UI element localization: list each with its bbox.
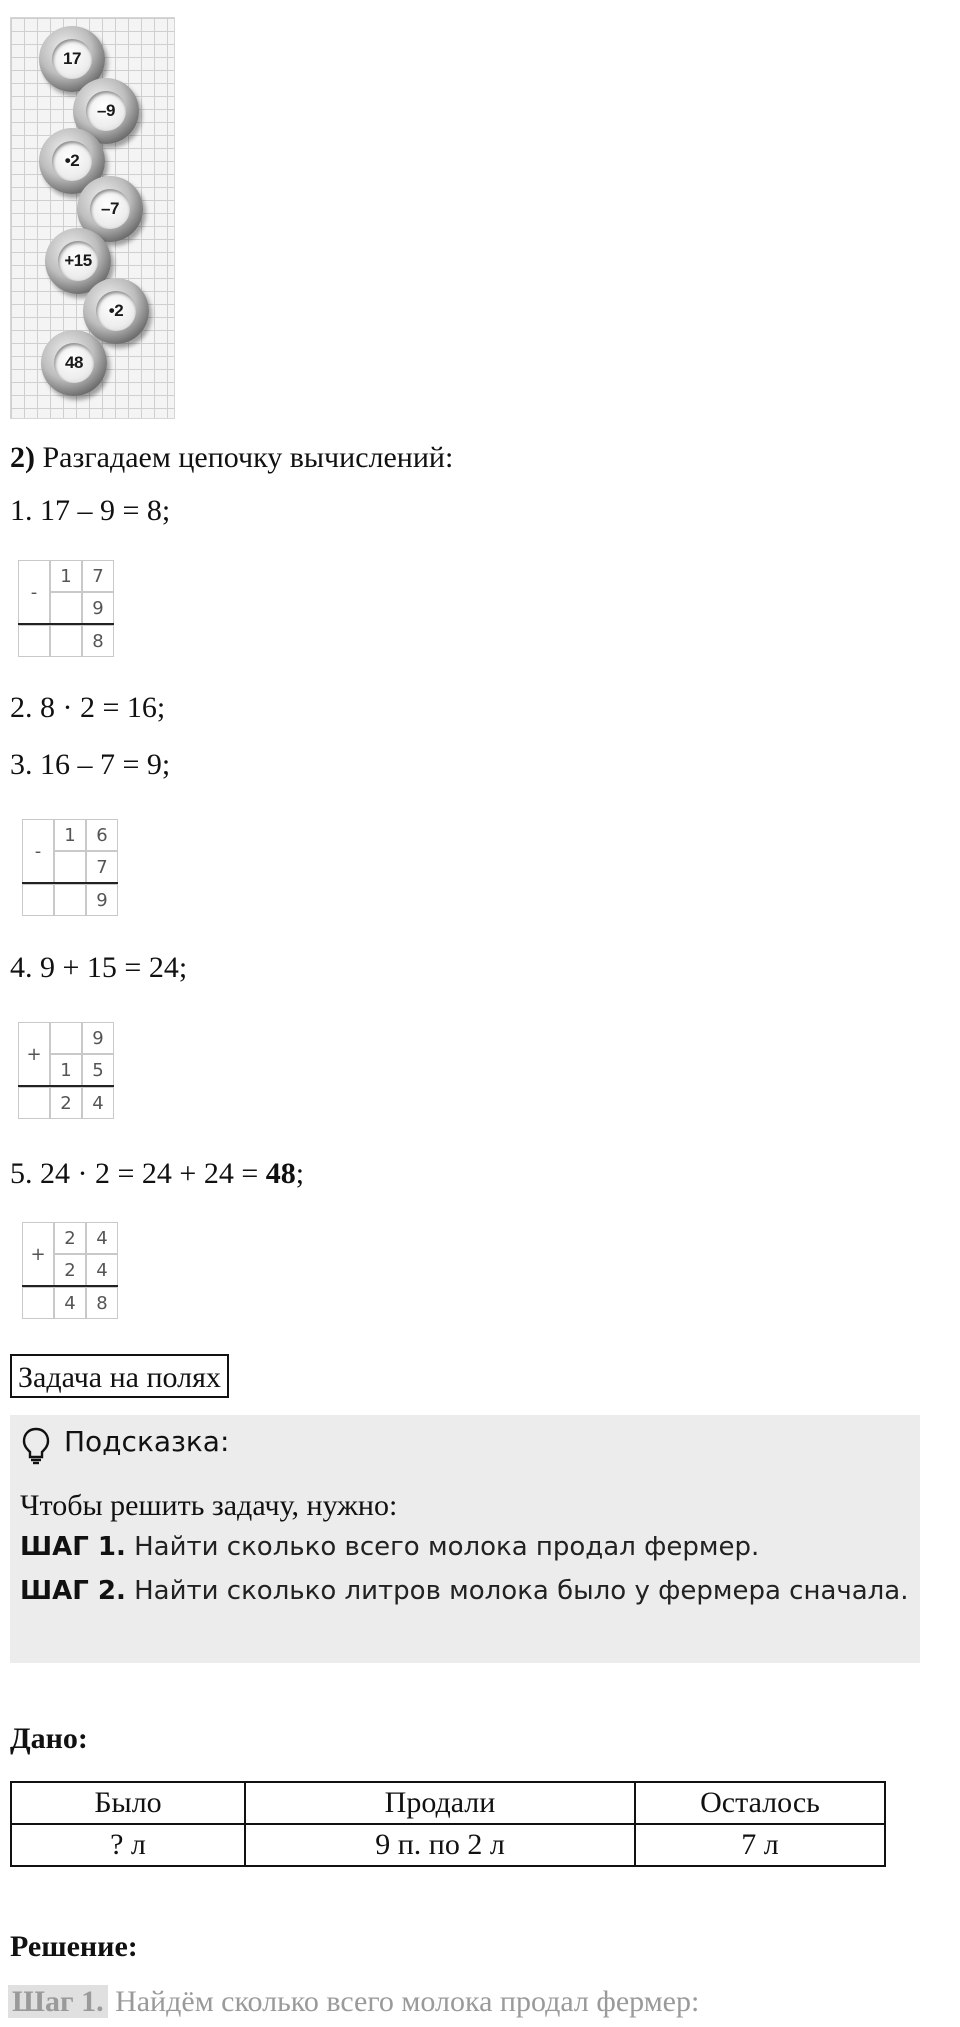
given-table-header-row	[11, 1782, 885, 1824]
grid-cell: 1	[50, 1054, 82, 1086]
step-5-result: 48	[265, 1157, 296, 1190]
hint-step-1	[20, 1525, 912, 1569]
grid-cell	[22, 884, 54, 916]
grid-cell-operator	[22, 819, 54, 883]
grid-cell: 4	[54, 1287, 86, 1319]
grid-cell: 1	[54, 819, 86, 851]
step-line-2: 2. 8 · 2 = 16;	[10, 691, 166, 724]
grid-cell	[50, 625, 82, 657]
given-header-cell: Продали	[245, 1782, 635, 1824]
lightbulb-icon	[22, 1427, 50, 1470]
grid-cell: 9	[86, 884, 118, 916]
grid-cell: 1	[50, 560, 82, 592]
chain-ring-value: 17	[52, 39, 92, 79]
section-title	[10, 440, 453, 476]
grid-cell: 7	[82, 560, 114, 592]
grid-cell	[50, 1022, 82, 1054]
solution-step-1	[8, 1985, 699, 2019]
grid-cell-operator	[18, 1022, 50, 1086]
step-line-1: 1. 17 – 9 = 8;	[10, 494, 171, 527]
solution-step-label: Шаг 1.	[8, 1985, 108, 2018]
grid-cell: 4	[86, 1222, 118, 1254]
margin-task-heading: Задача на полях	[10, 1354, 229, 1398]
section-number: 2)	[10, 441, 35, 474]
given-table-value-row	[11, 1824, 885, 1866]
chain-ring-value: +15	[58, 241, 98, 281]
grid-cell: 4	[86, 1254, 118, 1286]
grid-cell: 8	[86, 1287, 118, 1319]
hint-step-2-text: Найти сколько литров молока было у фермера сначала.	[125, 1576, 909, 1606]
operator-sign: -	[30, 581, 38, 603]
grid-cell: 2	[54, 1222, 86, 1254]
grid-cell: 7	[86, 851, 118, 883]
grid-cell: 2	[54, 1254, 86, 1286]
grid-cell: 6	[86, 819, 118, 851]
solution-step-text: Найдём сколько всего молока продал фермер:	[107, 1985, 700, 2018]
grid-cell	[54, 884, 86, 916]
given-value-cell: 7 л	[635, 1824, 885, 1866]
hint-intro: Чтобы решить задачу, нужно:	[20, 1489, 398, 1522]
hint-box	[10, 1415, 920, 1663]
grid-cell: 5	[82, 1054, 114, 1086]
chain-ring-value: •2	[52, 141, 92, 181]
grid-cell	[50, 592, 82, 624]
hint-step-1-text: Найти сколько всего молока продал фермер.	[125, 1532, 760, 1562]
given-heading: Дано:	[10, 1722, 88, 1755]
hint-step-1-label: ШАГ 1.	[20, 1532, 126, 1562]
calculation-chain-figure	[10, 17, 175, 419]
grid-cell	[18, 625, 50, 657]
chain-ring-value: 48	[54, 343, 94, 383]
operator-sign: -	[34, 840, 42, 862]
given-header-cell: Было	[11, 1782, 245, 1824]
step-5-end: ;	[295, 1157, 305, 1190]
step-line-3: 3. 16 – 7 = 9;	[10, 748, 171, 781]
step-line-4: 4. 9 + 15 = 24;	[10, 951, 188, 984]
grid-cell	[18, 1087, 50, 1119]
solution-heading: Решение:	[10, 1930, 138, 1963]
step-line-5	[10, 1156, 304, 1192]
given-header-cell: Осталось	[635, 1782, 885, 1824]
hint-step-2	[20, 1569, 912, 1613]
grid-cell: 4	[82, 1087, 114, 1119]
operator-sign: +	[30, 1243, 46, 1265]
hint-title: Подсказка:	[64, 1425, 230, 1458]
chain-ring	[83, 278, 149, 344]
hint-step-2-label: ШАГ 2.	[20, 1576, 126, 1606]
chain-ring-value: –9	[86, 91, 126, 131]
grid-cell: 9	[82, 592, 114, 624]
given-value-cell: 9 п. по 2 л	[245, 1824, 635, 1866]
section-text: Разгадаем цепочку вычислений:	[35, 441, 454, 474]
grid-cell	[54, 851, 86, 883]
grid-cell: 2	[50, 1087, 82, 1119]
chain-ring-value: –7	[90, 189, 130, 229]
operator-sign: +	[26, 1043, 42, 1065]
step-5-text: 5. 24 · 2 = 24 + 24 =	[10, 1157, 266, 1190]
grid-cell-operator	[22, 1222, 54, 1286]
chain-ring	[41, 330, 107, 396]
grid-cell: 9	[82, 1022, 114, 1054]
given-table	[10, 1781, 886, 1867]
chain-ring-value: •2	[96, 291, 136, 331]
grid-cell	[22, 1287, 54, 1319]
grid-cell-operator	[18, 560, 50, 624]
grid-cell: 8	[82, 625, 114, 657]
given-value-cell: ? л	[11, 1824, 245, 1866]
